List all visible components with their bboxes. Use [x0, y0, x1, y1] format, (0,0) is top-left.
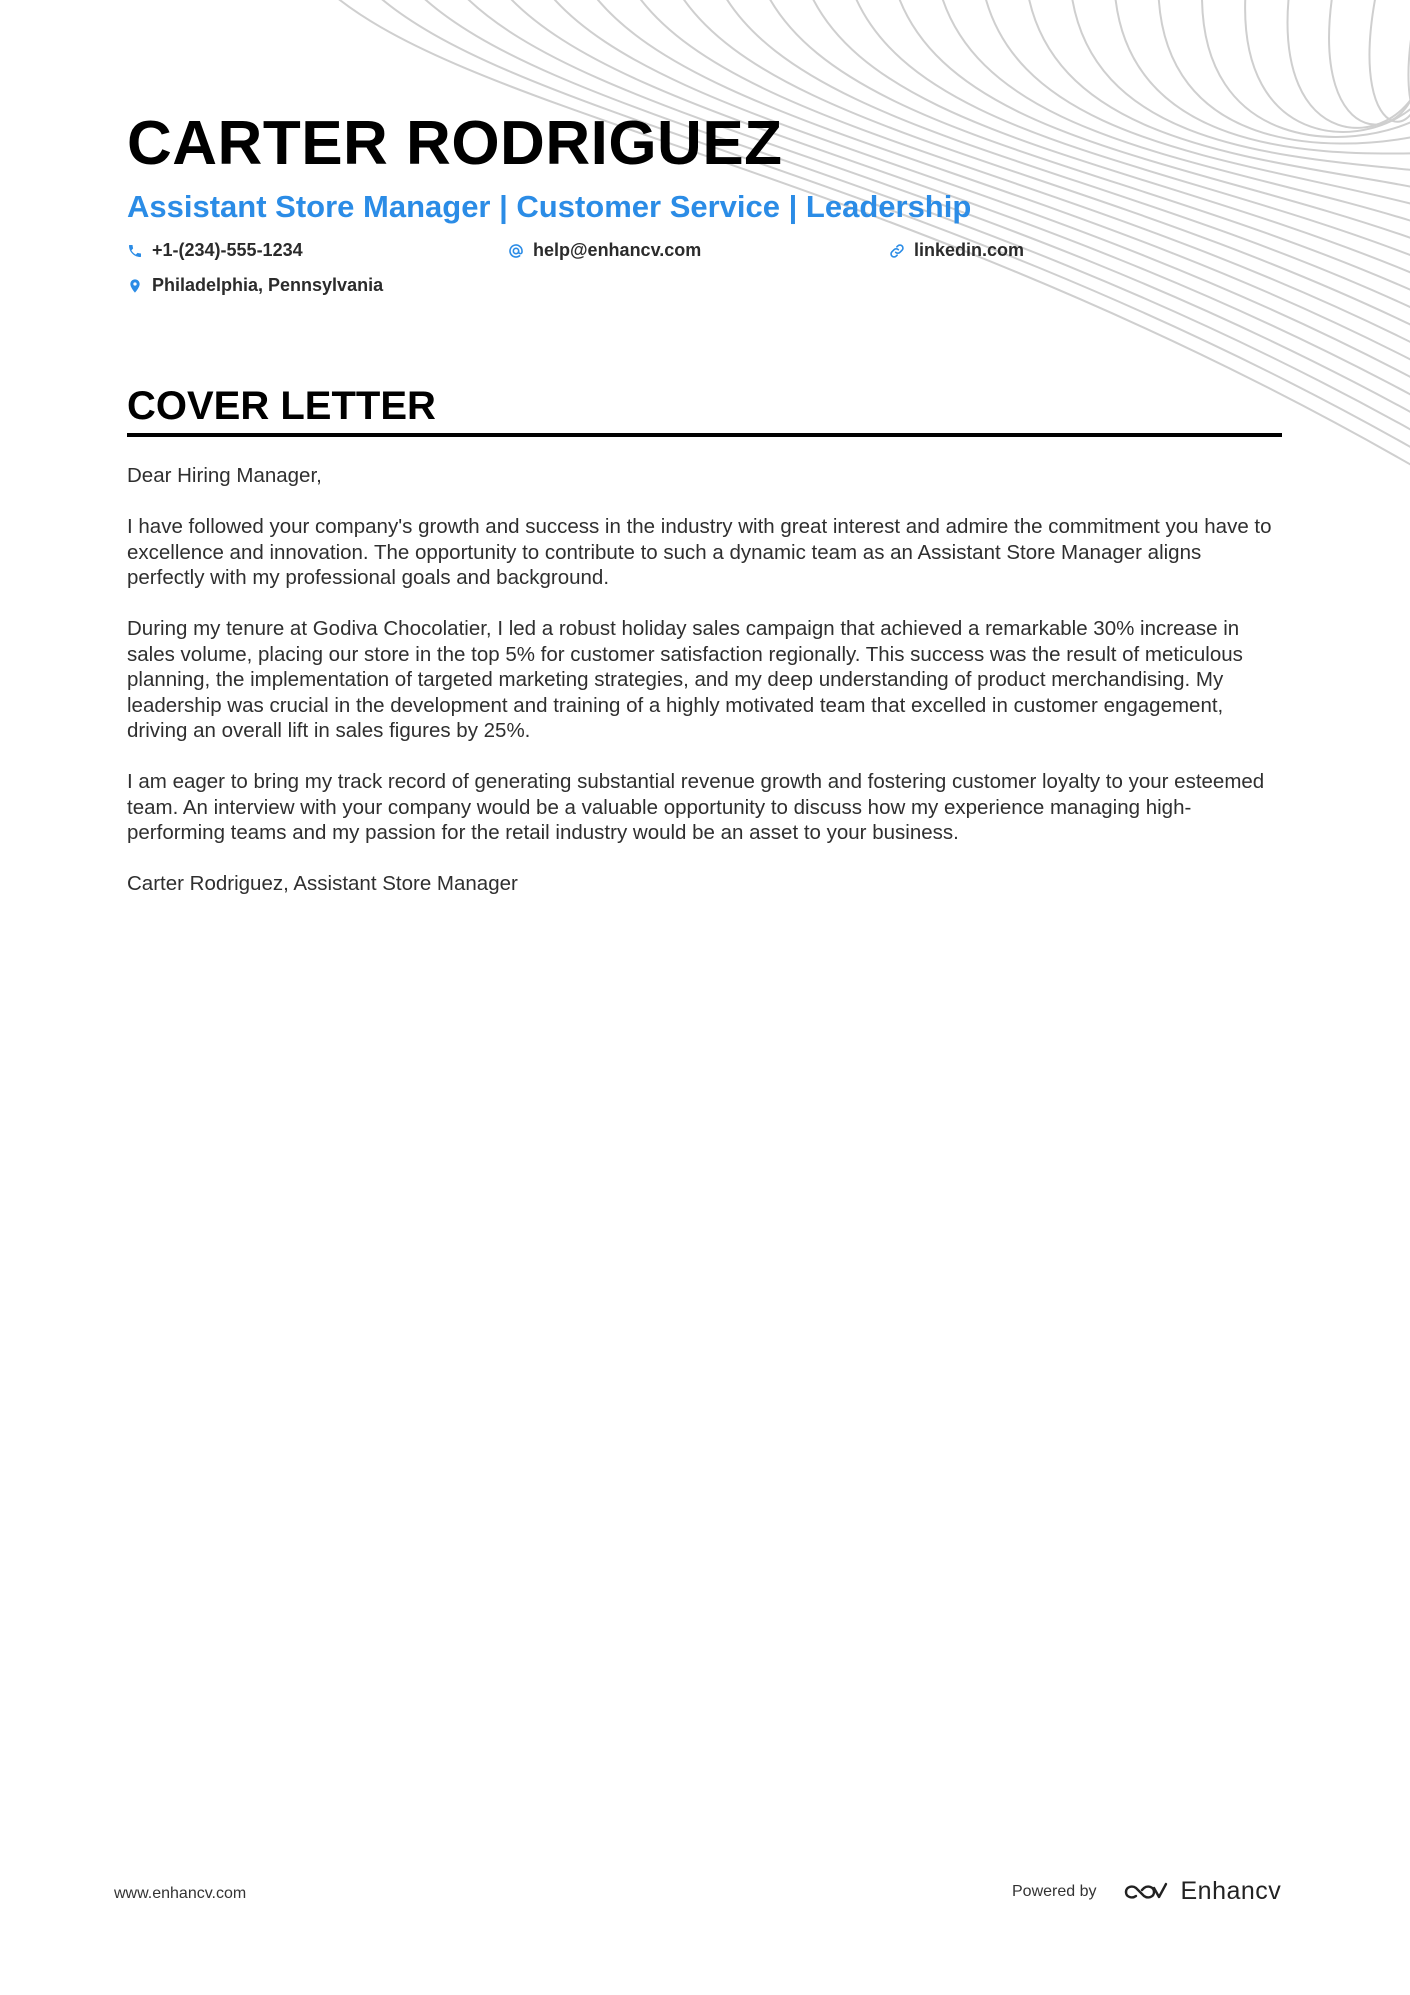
contact-email-text: help@enhancv.com — [533, 240, 702, 260]
phone-icon — [127, 243, 143, 259]
at-icon — [508, 243, 524, 259]
wave-line — [810, 0, 1410, 276]
wave-line — [984, 0, 1410, 206]
link-icon — [889, 243, 905, 259]
wave-line — [679, 0, 1410, 329]
candidate-headline: Assistant Store Manager | Customer Service | Leadership — [127, 189, 972, 224]
contact-linkedin[interactable] — [889, 240, 1024, 261]
powered-by-label: Powered by — [1012, 1882, 1097, 1900]
contact-location — [127, 275, 383, 296]
cover-letter-body — [127, 463, 1283, 922]
enhancv-brand-name: Enhancv — [1180, 1877, 1282, 1905]
location-pin-icon — [127, 278, 143, 294]
letter-paragraph: I have followed your company's growth and success in the industry with great interest and admire the commitment you have to excellence and innovation. The opportunity to contribute to such a dynamic team as an Assistant Store Manager aligns perfectly with my professional goals and background. — [127, 515, 1272, 589]
wave-line — [1071, 0, 1410, 171]
wave-line — [1370, 0, 1410, 122]
wave-line — [1028, 0, 1410, 188]
wave-line — [1245, 0, 1410, 132]
wave-line — [766, 0, 1410, 294]
contact-location-text: Philadelphia, Pennsylvania — [152, 275, 384, 295]
contact-email[interactable] — [508, 240, 701, 261]
footer-branding — [1012, 1877, 1281, 1906]
wave-line — [1115, 0, 1410, 154]
wave-line — [897, 0, 1410, 241]
candidate-name: CARTER RODRIGUEZ — [127, 109, 783, 178]
footer-website-link[interactable]: www.enhancv.com — [114, 1885, 247, 1902]
contact-phone-text: +1-(234)-555-1234 — [152, 240, 303, 260]
wave-line — [374, 0, 1410, 452]
wave-line — [1202, 0, 1410, 137]
contact-phone[interactable] — [127, 240, 303, 261]
wave-line — [1158, 0, 1410, 144]
letter-salutation: Dear Hiring Manager, — [127, 464, 322, 487]
wave-line — [722, 0, 1410, 312]
section-divider — [127, 433, 1282, 437]
section-title: COVER LETTER — [127, 384, 436, 428]
wave-line — [592, 0, 1410, 364]
wave-line — [1288, 0, 1410, 128]
letter-paragraph: I am eager to bring my track record of generating substantial revenue growth and fostering customer loyalty to your esteemed team. An interview with your company would be a valuable opportunity to discuss how my experience managing high-performing teams and my passion for the retail industry would be an asset to your business. — [127, 770, 1265, 844]
wave-line — [940, 0, 1410, 224]
enhancv-logo-icon — [1123, 1880, 1169, 1904]
wave-line — [330, 0, 1410, 470]
contact-linkedin-text: linkedin.com — [914, 240, 1025, 260]
wave-line — [1329, 0, 1410, 125]
letter-paragraph: During my tenure at Godiva Chocolatier, I led a robust holiday sales campaign that achieved a remarkable 30% increase in sales volume, placing our store in the top 5% for customer satisfaction regionally. This success was the result of meticulous planning, the implementation of targeted marketing strategies, and my deep understanding of product merchandising. My leadership was crucial in the development and training of a highly motivated team that excelled in customer engagement, driving an overall lift in sales figures by 25%. — [127, 617, 1243, 742]
letter-signature: Carter Rodriguez, Assistant Store Manager — [127, 872, 518, 895]
